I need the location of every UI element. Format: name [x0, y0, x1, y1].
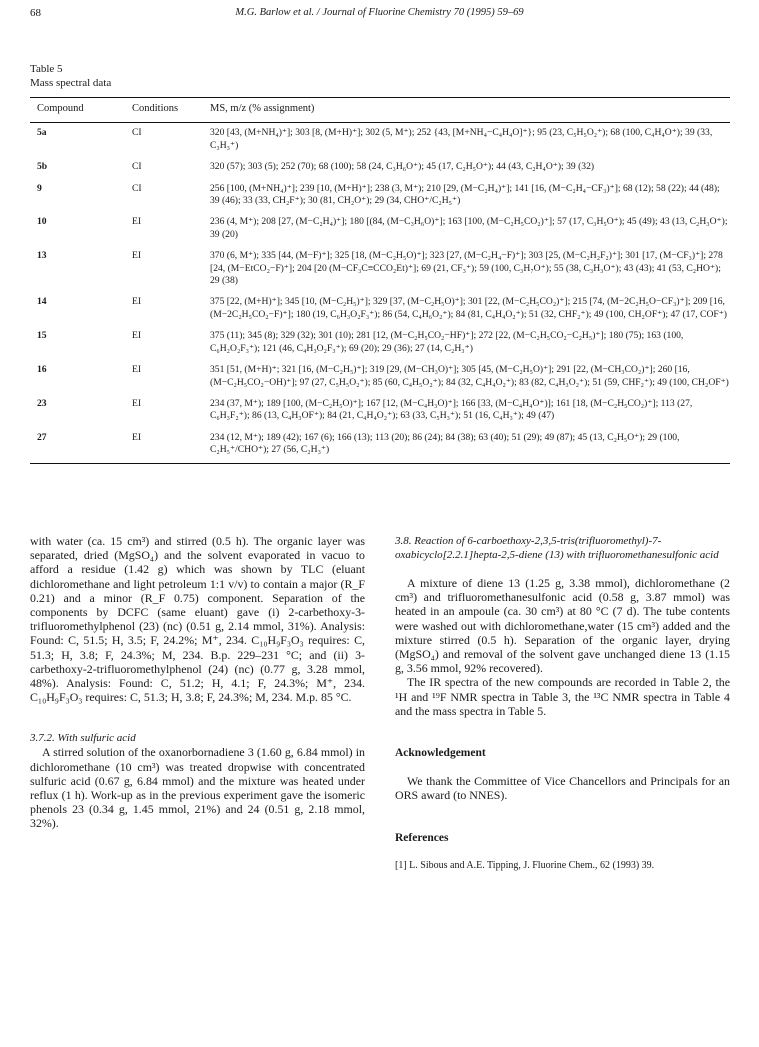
ms-cell: 370 (6, M⁺); 335 [44, (M−F)⁺]; 325 [18, (M−C₂H₅O)⁺]; 323 [27, (M−C₂H₄−F)⁺]; 303 [25, (M−C₂H₂F₂)⁺]; 301 [17, (M−CF₃)⁺]; 278 [24, (M−EtCO₂−F)⁺]; 204 [20 (M−CF₃C≡CCO₂Et)⁺]; 69 (21, CF₃⁺); 59 (100, C₃H₇O⁺); 55 (38, C₃H₃O⁺); 43 (43); 41 (53, C₂HO⁺); 29 (38) [210, 250, 723, 287]
conditions-cell: EI [132, 330, 142, 342]
conditions-cell: CI [132, 161, 142, 173]
section-heading-3-8: 3.8. Reaction of 6-carboethoxy-2,3,5-tris(trifluoromethyl)-7-oxabicyclo[2.2.1]hepta-2,5-diene (13) with trifluoromethanesulfonic acid [395, 535, 719, 561]
table-row [30, 179, 730, 213]
compound-cell: 5a [37, 127, 47, 139]
conditions-cell: EI [132, 216, 142, 228]
conditions-cell: EI [132, 364, 142, 376]
right-column [395, 534, 730, 872]
header-compound: Compound [30, 98, 132, 123]
references-heading: References [395, 831, 449, 844]
ms-cell: 320 (57); 303 (5); 252 (70); 68 (100); 58 (24, C₃H₆O⁺); 45 (17, C₂H₅O⁺); 44 (43, C₂H₄O⁺); 39 (32) [210, 161, 595, 173]
acknowledgement-heading: Acknowledgement [395, 747, 486, 760]
right-paragraph-2: The IR spectra of the new compounds are recorded in Table 2, the ¹H and ¹⁹F NMR spectra in Table 3, the ¹³C NMR spectra in Table 4 and the mass spectra in Table 5. [395, 675, 730, 718]
left-paragraph-2: A stirred solution of the oxanorbornadiene 3 (1.60 g, 6.84 mmol) in dichloromethane (10 cm³) was treated dropwise with concentrated sulfuric acid (0.67 g, 6.84 mmol) and the mixture was heated under reflux (1 h). Work-up as in the previous experiment gave the isomeric phenols 23 (0.34 g, 1.45 mmol, 21%) and 24 (0.51 g, 2.18 mmol, 32%). [30, 745, 365, 831]
mass-spectral-table [30, 97, 730, 464]
page-number: 68 [30, 7, 41, 19]
compound-cell: 10 [37, 216, 47, 228]
table-row [30, 326, 730, 360]
table-number: Table 5 [30, 63, 63, 75]
ms-cell: 236 (4, M⁺); 208 [27, (M−C₂H₄)⁺]; 180 [(84, (M−C₃H₆O)⁺]; 163 [100, (M−C₂H₅CO₂)⁺]; 57 (17, C₃H₅O⁺); 45 (49); 43 (13, C₂H₃O⁺); 39 (20) [210, 216, 728, 240]
conditions-cell: EI [132, 397, 142, 409]
table-row [30, 292, 730, 326]
running-title: M.G. Barlow et al. / Journal of Fluorine Chemistry 70 (1995) 59–69 [235, 7, 524, 18]
table-title: Mass spectral data [30, 77, 112, 89]
conditions-cell: EI [132, 296, 142, 308]
compound-cell: 23 [37, 397, 47, 409]
reference-1: [1] L. Sibous and A.E. Tipping, J. Fluorine Chem., 62 (1993) 39. [395, 859, 655, 871]
right-paragraph-1: A mixture of diene 13 (1.25 g, 3.38 mmol), dichloromethane (2 cm³) and trifluoromethanesulfonic acid (0.58 g, 3.87 mmol) was heated in an ampoule (ca. 30 cm³) at 80 °C (7 d). The tube contents were washed out with dichloromethane,water (15 cm³) added and the mixture stirred (0.5 h). Separation of the organic layer, drying (MgSO₄) and removal of the solvent gave unchanged diene 13 (1.15 g, 3.56 mmol, 92% recovered). [395, 576, 730, 676]
ms-cell: 256 [100, (M+NH₄)⁺]; 239 [10, (M+H)⁺]; 238 (3, M⁺); 210 [29, (M−C₂H₄)⁺]; 141 [16, (M−C₂H₄−CF₃)⁺]; 68 (12); 58 (22); 44 (48); 39 (46); 33 (33, CH₂F⁺); 30 (81, CH₂O⁺); 29 (34, CHO⁺/C₂H₅⁺) [210, 182, 720, 207]
conditions-cell: EI [132, 250, 142, 262]
ms-cell: 351 [51, (M+H)⁺; 321 [16, (M−C₂H₅)⁺]; 319 [29, (M−CH₃O)⁺]; 305 [45, (M−C₂H₅O)⁺]; 291 [22, (M−CH₃CO₂)⁺]; 260 [16, (M−C₂H₅CO₂−OH)⁺]; 97 (27, C₅H₅O₂⁺); 85 (60, C₄H₅O₂⁺); 84 (32, C₄H₄O₂⁺); 83 (82, C₄H₃O₂⁺); 51 (59, CHF₂⁺); 49 (100, CH₂OF⁺) [210, 364, 729, 388]
compound-cell: 13 [37, 250, 47, 262]
compound-cell: 27 [37, 431, 47, 443]
compound-cell: 15 [37, 330, 47, 342]
ms-cell: 234 (12, M⁺); 189 (42); 167 (6); 166 (13); 113 (20); 86 (24); 84 (38); 63 (40); 51 (29); 49 (87); 45 (13, C₂H₅O⁺); 29 (100, C₂H₅⁺/CHO⁺); 27 (56, C₂H₃⁺) [210, 428, 730, 463]
table-row [30, 123, 730, 157]
ms-cell: 320 [43, (M+NH₄)⁺]; 303 [8, (M+H)⁺]; 302 (5, M⁺); 252 {43, [M+NH₄−C₄H₄O]⁺}; 95 (23, C₅H₅O₂⁺); 68 (100, C₄H₄O⁺); 39 (33, C₃H₃⁺) [210, 127, 713, 151]
left-paragraph-1: with water (ca. 15 cm³) and stirred (0.5 h). The organic layer was separated, dried (MgSO₄) and the solvent evaporated in vacuo to afford a residue (1.42 g) which was shown by TLC (eluant dichloromethane and light petroleum 1:1 v/v) to contain a major (R_F 0.21) and a minor (R_F 0.75) component. Separation of the components by DCFC (same eluant) gave (i) 2-carbethoxy-3-trifluoromethylphenol (23) (nc) (0.51 g, 2.14 mmol, 31%). Analysis: Found: C, 51.5; H, 3.5; F, 24.2%; M⁺, 234. C₁₀H₉F₃O₃ requires: C, 51.3; H, 3.8; F, 24.3%; M, 234. B.p. 229–231 °C; and (ii) 3-carbethoxy-2-trifluoromethylphenol (24) (nc) (0.77 g, 3.28 mmol, 48%). Analysis: Found: C, 51.2; H, 4.1; F, 24.3%; M⁺, 234. C₁₀H₉F₃O₃ requires: C, 51.3; H, 3.8; F, 24.3%; M, 234. M.p. 85 °C. [30, 534, 365, 705]
table-row [30, 246, 730, 292]
conditions-cell: CI [132, 127, 142, 139]
ms-cell: 375 [22, (M+H)⁺]; 345 [10, (M−C₂H₅)⁺]; 329 [37, (M−C₂H₅O)⁺]; 301 [22, (M−C₂H₅CO₂)⁺]; 215 [74, (M−2C₂H₅O−CF₃)⁺]; 209 [16, (M−2C₂H₅CO₂−F)⁺]; 180 (19, C₆H₃O₂F₃⁺); 86 (54, C₄H₆O₂⁺); 84 (81, C₄H₄O₂⁺); 51 (32, CHF₂⁺); 49 (100, CH₂OF⁺); 47 (17, COF⁺) [210, 296, 727, 320]
compound-cell: 5b [37, 161, 48, 173]
table-row [30, 360, 730, 394]
table-header-row [30, 98, 730, 123]
table-caption [30, 62, 111, 90]
left-column [30, 534, 365, 831]
page-header [30, 7, 729, 23]
header-ms: MS, m/z (% assignment) [210, 98, 730, 123]
conditions-cell: EI [132, 428, 210, 463]
table-row [30, 394, 730, 428]
table-row [30, 157, 730, 178]
acknowledgement-text: We thank the Committee of Vice Chancellors and Principals for an ORS award (to NNES). [395, 774, 730, 803]
table-row [30, 212, 730, 246]
compound-cell: 9 [37, 182, 42, 194]
compound-cell: 14 [37, 296, 47, 308]
section-heading-3-7-2: 3.7.2. With sulfuric acid [30, 732, 136, 745]
ms-cell: 234 (37, M⁺); 189 [100, (M−C₂H₅O)⁺]; 167 [12, (M−C₄H₃O)⁺]; 166 [33, (M−C₄H₄O⁺)]; 161 [18, (M−C₂H₅CO₂)⁺]; 113 (27, C₆H₃F₂⁺); 86 (13, C₄H₃OF⁺); 84 (21, C₄H₄O₂⁺); 63 (33, C₅H₃⁺); 51 (16, C₄H₃⁺); 49 (47) [210, 397, 693, 422]
ms-cell: 375 (11); 345 (8); 329 (32); 301 (10); 281 [12, (M−C₂H₅CO₂−HF)⁺]; 272 [22, (M−C₂H₅CO₂−C₂H₅)⁺]; 180 (75); 163 (100, C₆H₂O₂F₃⁺); 121 (46, C₄H₃O₂F₃⁺); 69 (20); 29 (36); 27 (14, C₂H₃⁺) [210, 330, 684, 354]
conditions-cell: CI [132, 182, 142, 194]
table-row [30, 428, 730, 463]
header-conditions: Conditions [132, 98, 210, 123]
compound-cell: 16 [37, 364, 47, 376]
